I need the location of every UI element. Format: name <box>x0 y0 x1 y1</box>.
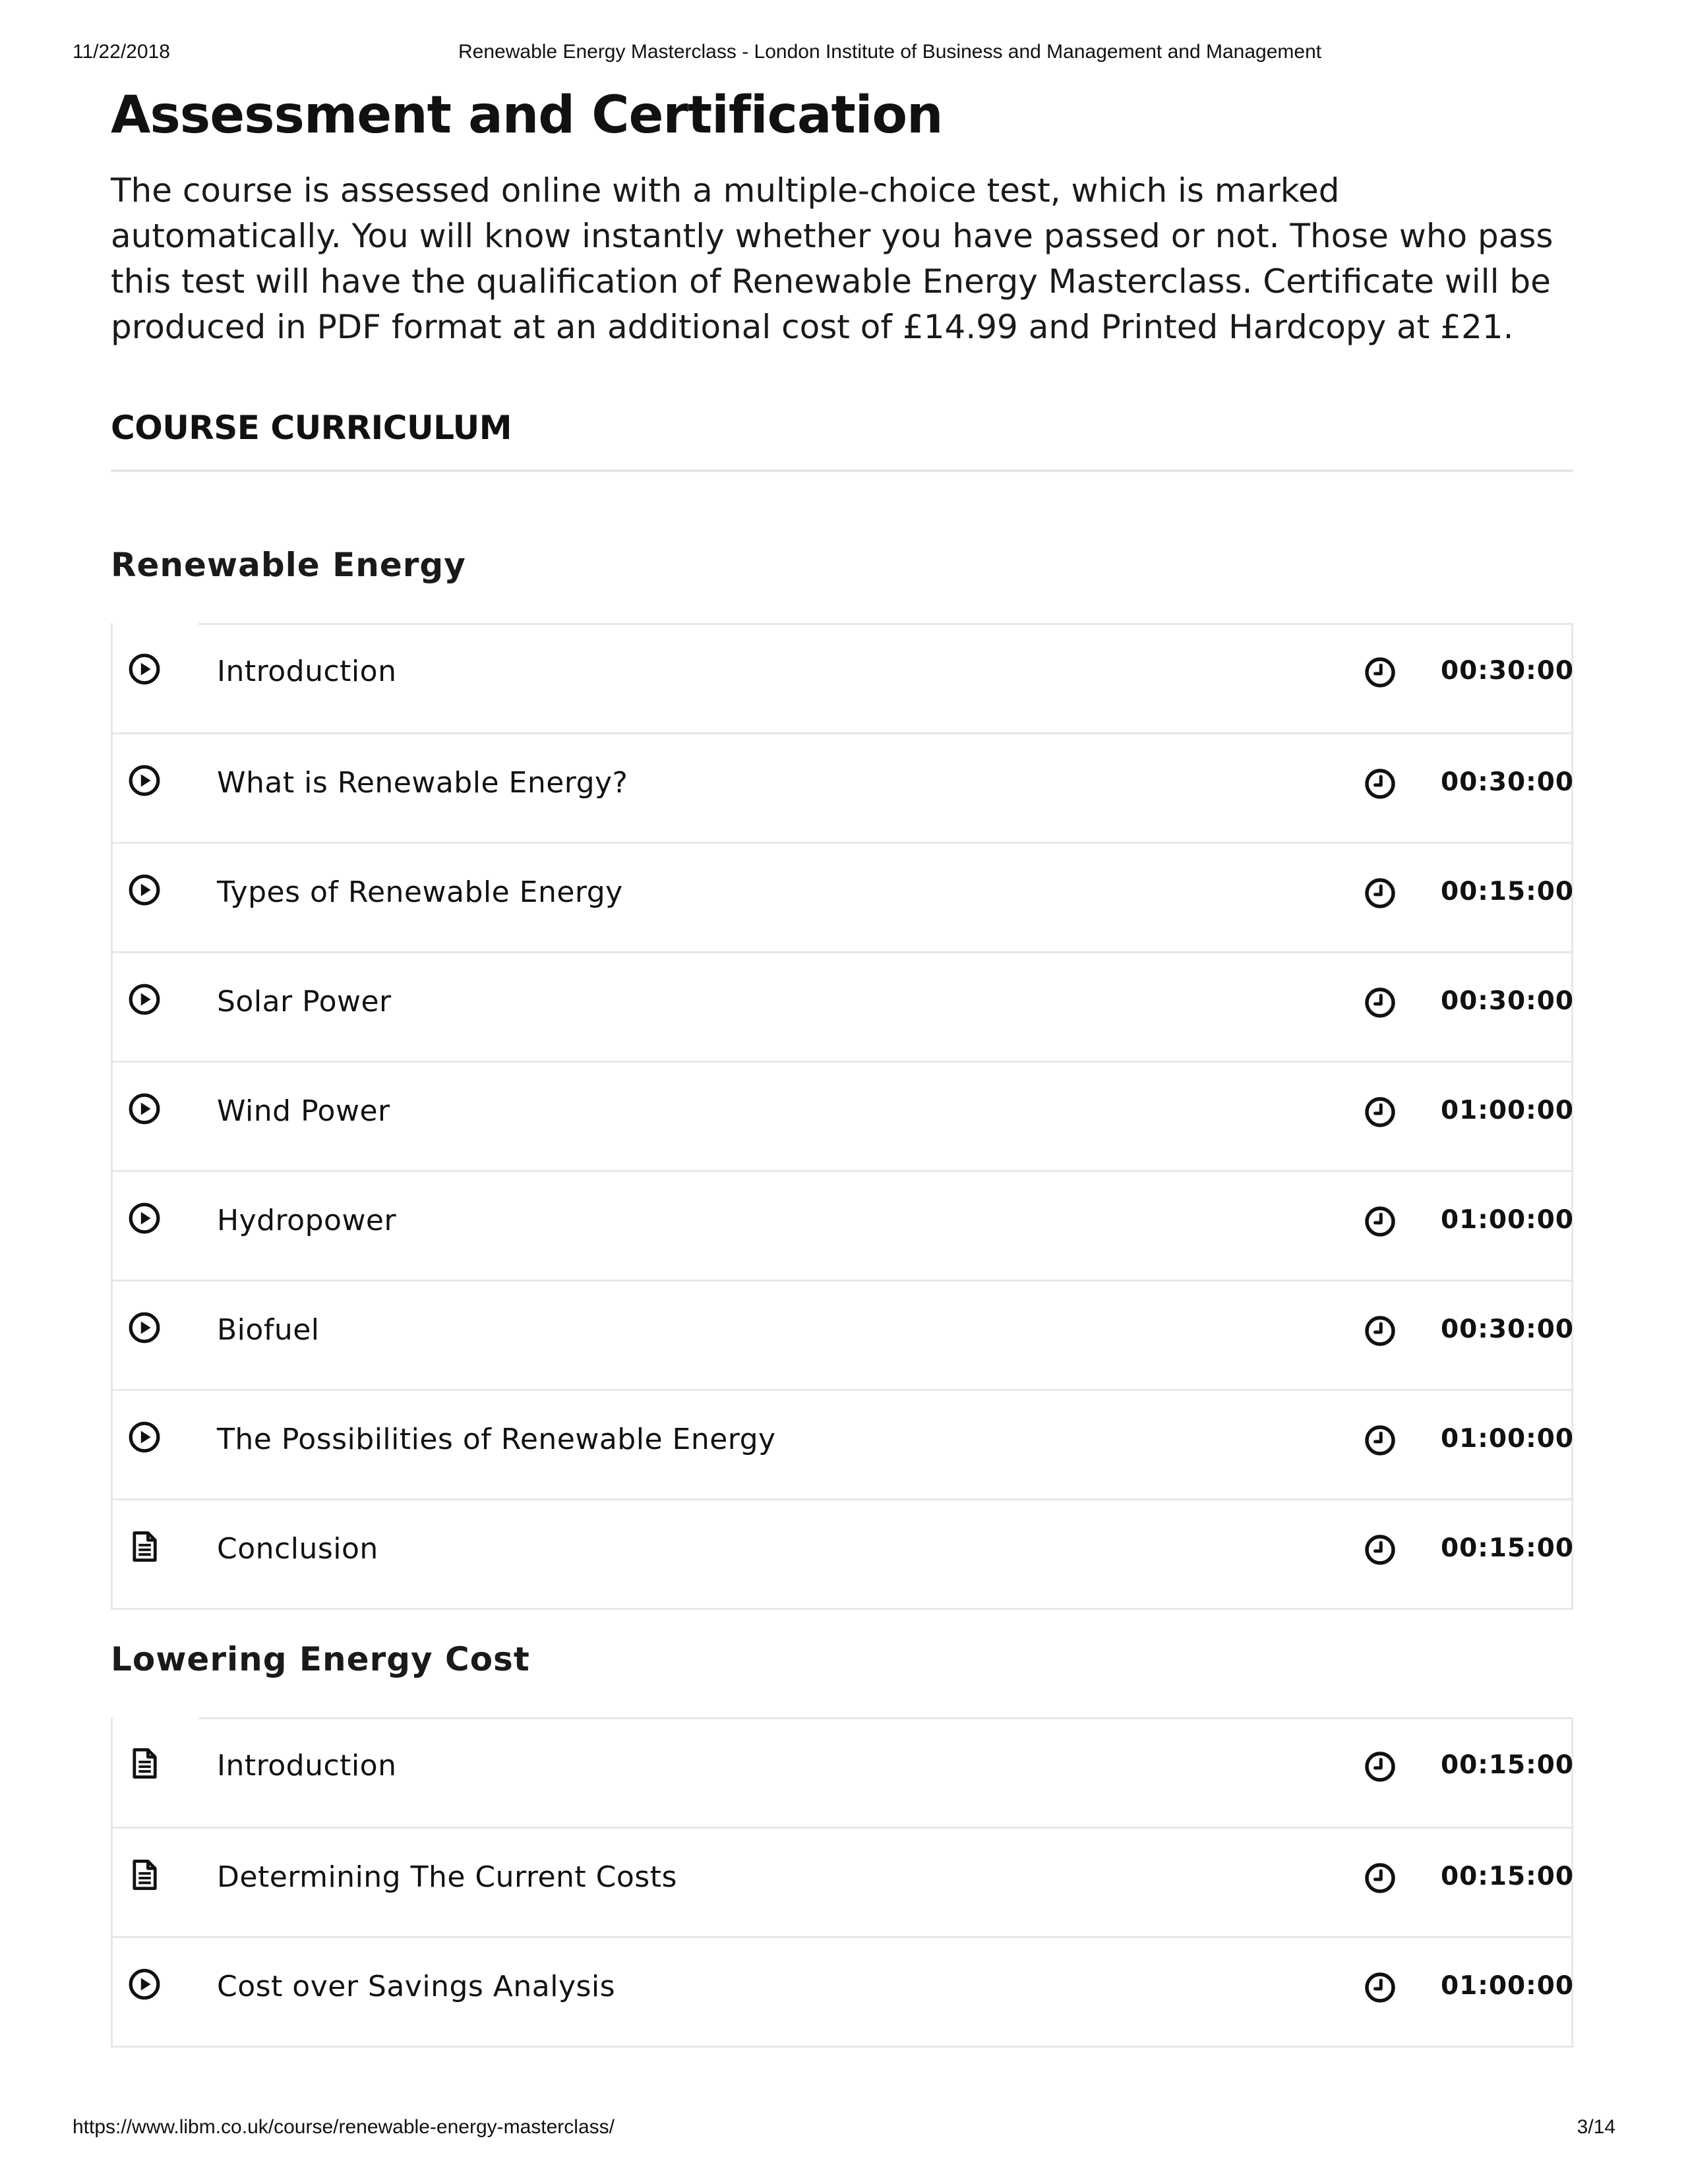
lesson-row[interactable] <box>113 842 1575 951</box>
lesson-list <box>111 623 1573 1610</box>
play-circle-icon <box>127 763 162 798</box>
play-circle-icon <box>127 1092 162 1126</box>
clock-icon <box>1364 1314 1397 1347</box>
lesson-row[interactable] <box>113 732 1575 842</box>
lesson-row[interactable] <box>113 1717 1575 1827</box>
lesson-duration: 01:00:00 <box>1441 1424 1575 1454</box>
document-icon <box>127 1858 162 1892</box>
lesson-row[interactable] <box>113 1170 1575 1280</box>
curriculum-heading: COURSE CURRICULUM <box>111 409 512 447</box>
lesson-row[interactable] <box>113 1827 1575 1936</box>
lesson-title[interactable]: Introduction <box>217 1749 397 1783</box>
lesson-title[interactable]: Determining The Current Costs <box>217 1860 677 1894</box>
lesson-title[interactable]: Conclusion <box>217 1532 378 1566</box>
print-page-title: Renewable Energy Masterclass - London Institute of Business and Management and Management <box>458 41 1322 63</box>
clock-icon <box>1364 656 1397 689</box>
lesson-row[interactable] <box>113 1280 1575 1389</box>
lesson-list <box>111 1717 1573 2048</box>
clock-icon <box>1364 767 1397 800</box>
clock-icon <box>1364 986 1397 1019</box>
assessment-description: The course is assessed online with a multiple-choice test, which is marked automatically. You will know instantly whether you have passed or not. Those who pass this test will have the qualification of Renewable Energy Masterclass. Certificate will be produced in PDF format at an additional cost of £14.99 and Printed Hardcopy at £21. <box>111 171 1553 346</box>
lesson-duration: 01:00:00 <box>1441 1971 1575 2001</box>
play-circle-icon <box>127 982 162 1017</box>
lesson-title[interactable]: Wind Power <box>217 1094 390 1128</box>
lesson-row[interactable] <box>113 1389 1575 1498</box>
lesson-row[interactable] <box>113 623 1575 732</box>
document-icon <box>127 1746 162 1781</box>
clock-icon <box>1364 1424 1397 1457</box>
document-icon <box>127 1529 162 1564</box>
print-date: 11/22/2018 <box>73 41 170 63</box>
play-circle-icon <box>127 1420 162 1454</box>
lesson-duration: 00:30:00 <box>1441 1314 1575 1344</box>
lesson-duration: 00:15:00 <box>1441 1862 1575 1891</box>
print-footer <box>73 2116 1615 2142</box>
lesson-duration: 00:15:00 <box>1441 1750 1575 1780</box>
curriculum-divider <box>111 469 1573 472</box>
lesson-row[interactable] <box>113 1498 1575 1608</box>
clock-icon <box>1364 1205 1397 1238</box>
lesson-row[interactable] <box>113 1061 1575 1170</box>
section-title: Lowering Energy Cost <box>111 1640 530 1678</box>
lesson-duration: 01:00:00 <box>1441 1205 1575 1235</box>
lesson-duration: 00:30:00 <box>1441 656 1575 686</box>
play-circle-icon <box>127 1201 162 1235</box>
lesson-duration: 00:30:00 <box>1441 767 1575 797</box>
assessment-heading: Assessment and Certification <box>111 86 943 145</box>
clock-icon <box>1364 1971 1397 2004</box>
clock-icon <box>1364 877 1397 910</box>
play-circle-icon <box>127 1967 162 2001</box>
lesson-duration: 01:00:00 <box>1441 1096 1575 1125</box>
lesson-title[interactable]: Biofuel <box>217 1313 320 1347</box>
clock-icon <box>1364 1096 1397 1129</box>
lesson-duration: 00:15:00 <box>1441 1533 1575 1563</box>
print-page-number: 3/14 <box>1577 2116 1615 2138</box>
play-circle-icon <box>127 652 162 686</box>
lesson-duration: 00:15:00 <box>1441 877 1575 906</box>
print-url: https://www.libm.co.uk/course/renewable-energy-masterclass/ <box>73 2116 615 2138</box>
play-circle-icon <box>127 873 162 907</box>
lesson-title[interactable]: What is Renewable Energy? <box>217 766 628 800</box>
lesson-row[interactable] <box>113 1936 1575 2046</box>
clock-icon <box>1364 1750 1397 1783</box>
play-circle-icon <box>127 1311 162 1345</box>
lesson-title[interactable]: Types of Renewable Energy <box>217 875 623 909</box>
clock-icon <box>1364 1862 1397 1895</box>
lesson-title[interactable]: Introduction <box>217 655 397 688</box>
lesson-title[interactable]: Solar Power <box>217 985 392 1018</box>
lesson-title[interactable]: The Possibilities of Renewable Energy <box>217 1423 776 1456</box>
section-title: Renewable Energy <box>111 546 466 584</box>
print-header <box>73 41 1615 67</box>
lesson-row[interactable] <box>113 951 1575 1061</box>
lesson-title[interactable]: Hydropower <box>217 1204 397 1237</box>
clock-icon <box>1364 1533 1397 1566</box>
lesson-title[interactable]: Cost over Savings Analysis <box>217 1970 616 2003</box>
lesson-duration: 00:30:00 <box>1441 986 1575 1016</box>
